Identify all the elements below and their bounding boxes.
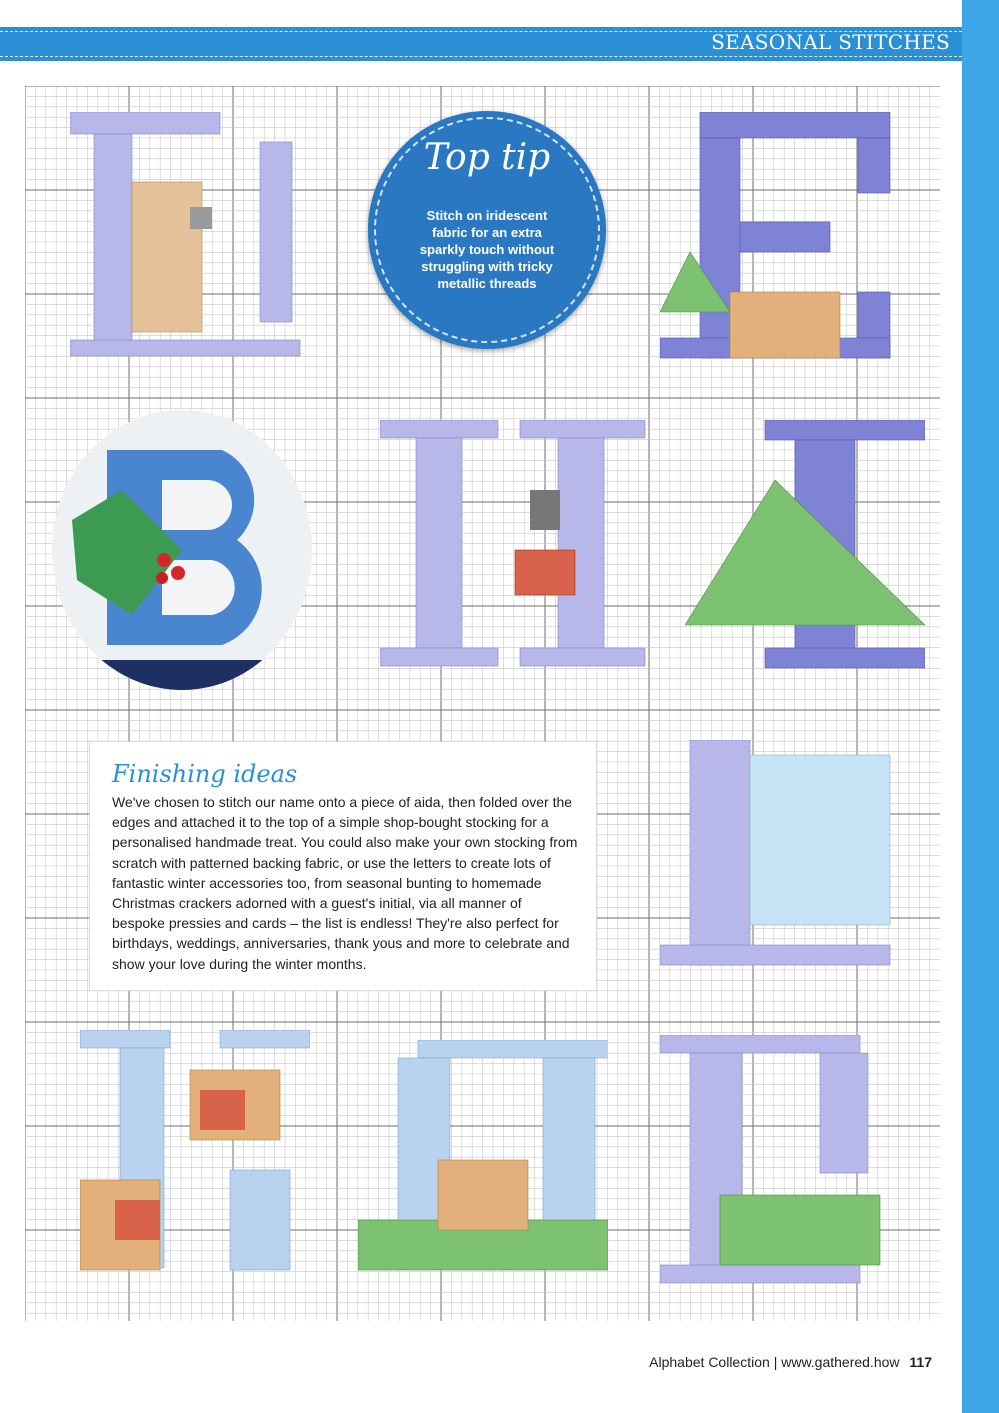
letter-k-chart [80,1030,310,1280]
letter-a-chart [70,112,310,360]
page-number: 117 [909,1354,932,1370]
letter-i-chart [685,420,925,672]
finishing-ideas-box [90,742,596,990]
header-band [0,27,962,61]
letter-m-chart [358,1040,608,1280]
letter-j-chart [660,740,900,970]
side-color-bar [962,0,999,1413]
top-tip-title: Top tip [423,137,551,178]
publication-name: Alphabet Collection [649,1354,770,1370]
letter-e-chart [660,112,900,362]
finishing-ideas-title: Finishing ideas [112,760,298,788]
finishing-ideas-body: We've chosen to stitch our name onto a piece of aida, then folded over the edges and attached it to the top of a simple shop-bought stocking for a personalised handmade treat. You could also make your own stocking from scratch with patterned backing fabric, or use the letters to create lots of fantastic winter accessories too, from seasonal bunting to homemade Christmas crackers adorned with a guest's initial, via all manner of bespoke pressies and cards – the list is endless! They're also perfect for birthdays, weddings, anniversaries, thank yous and more to celebrate and show your love during the winter months. [112,794,578,972]
top-tip-badge [368,111,606,349]
website-url: www.gathered.how [781,1354,900,1370]
footer-separator: | [773,1354,778,1370]
top-tip-text: Stitch on iridescent fabric for an extra sparkly touch without struggling with tricky metallic threads [419,208,555,291]
letter-h-chart [380,420,650,672]
section-title: SEASONAL STITCHES [711,30,950,54]
letter-n-chart [660,1035,900,1285]
page-footer [649,1354,932,1370]
stitched-letter-b-image [52,410,312,690]
stitched-letter-photo [52,410,312,690]
